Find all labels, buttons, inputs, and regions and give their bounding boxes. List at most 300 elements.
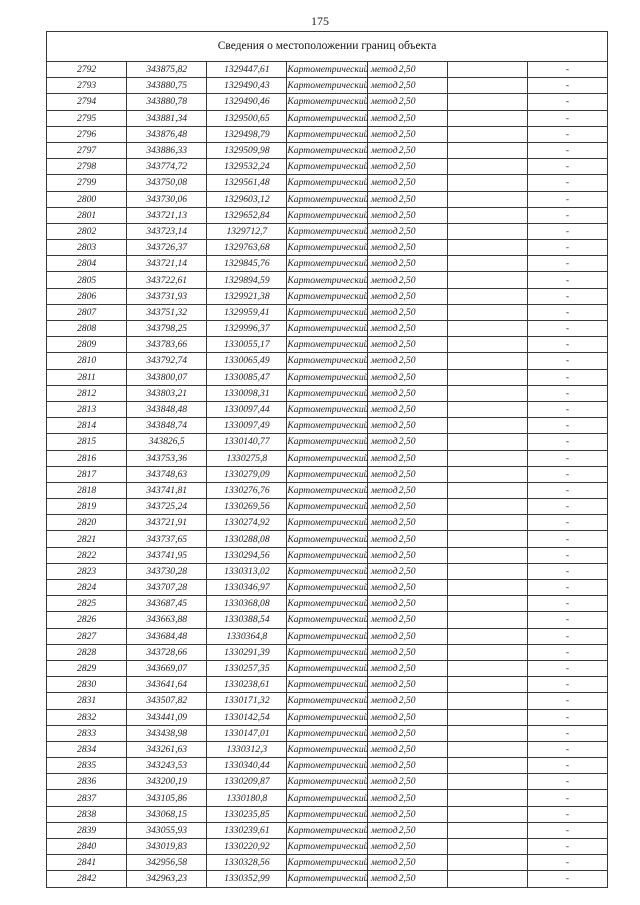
table-row — [47, 531, 608, 547]
x-coordinate-cell: 343731,93 — [127, 288, 207, 304]
table-title: Сведения о местоположении границ объекта — [47, 32, 608, 62]
method-cell: Картометрический метод — [287, 580, 367, 596]
x-coordinate-cell: 343728,66 — [127, 644, 207, 660]
y-coordinate-cell: 1330352,99 — [207, 871, 287, 887]
x-coordinate-cell: 343886,33 — [127, 142, 207, 158]
blank-cell — [447, 223, 527, 239]
accuracy-cell: 2,50 — [367, 855, 447, 871]
blank-cell — [447, 628, 527, 644]
table-row — [47, 563, 608, 579]
blank-cell — [447, 515, 527, 531]
description-cell: - — [527, 175, 607, 191]
table-row — [47, 450, 608, 466]
accuracy-cell: 2,50 — [367, 482, 447, 498]
x-coordinate-cell: 343741,81 — [127, 482, 207, 498]
y-coordinate-cell: 1329498,79 — [207, 126, 287, 142]
description-cell: - — [527, 240, 607, 256]
table-row — [47, 741, 608, 757]
description-cell: - — [527, 369, 607, 385]
table-row — [47, 321, 608, 337]
method-cell: Картометрический метод — [287, 256, 367, 272]
x-coordinate-cell: 343826,5 — [127, 434, 207, 450]
blank-cell — [447, 418, 527, 434]
description-cell: - — [527, 159, 607, 175]
blank-cell — [447, 677, 527, 693]
blank-cell — [447, 62, 527, 78]
description-cell: - — [527, 110, 607, 126]
y-coordinate-cell: 1329845,76 — [207, 256, 287, 272]
method-cell: Картометрический метод — [287, 563, 367, 579]
method-cell: Картометрический метод — [287, 94, 367, 110]
point-number-cell: 2805 — [47, 272, 127, 288]
point-number-cell: 2810 — [47, 353, 127, 369]
blank-cell — [447, 126, 527, 142]
accuracy-cell: 2,50 — [367, 466, 447, 482]
x-coordinate-cell: 343730,28 — [127, 563, 207, 579]
point-number-cell: 2831 — [47, 693, 127, 709]
x-coordinate-cell: 343774,72 — [127, 159, 207, 175]
x-coordinate-cell: 343751,32 — [127, 304, 207, 320]
point-number-cell: 2839 — [47, 822, 127, 838]
accuracy-cell: 2,50 — [367, 256, 447, 272]
accuracy-cell: 2,50 — [367, 677, 447, 693]
method-cell: Картометрический метод — [287, 482, 367, 498]
table-row — [47, 758, 608, 774]
method-cell: Картометрический метод — [287, 240, 367, 256]
blank-cell — [447, 110, 527, 126]
table-row — [47, 790, 608, 806]
x-coordinate-cell: 343880,75 — [127, 78, 207, 94]
accuracy-cell: 2,50 — [367, 563, 447, 579]
point-number-cell: 2797 — [47, 142, 127, 158]
x-coordinate-cell: 343507,82 — [127, 693, 207, 709]
table-row — [47, 369, 608, 385]
table-row — [47, 304, 608, 320]
y-coordinate-cell: 1330239,61 — [207, 822, 287, 838]
x-coordinate-cell: 343726,37 — [127, 240, 207, 256]
x-coordinate-cell: 343783,66 — [127, 337, 207, 353]
y-coordinate-cell: 1330097,44 — [207, 401, 287, 417]
method-cell: Картометрический метод — [287, 758, 367, 774]
point-number-cell: 2806 — [47, 288, 127, 304]
y-coordinate-cell: 1330097,49 — [207, 418, 287, 434]
table-row — [47, 240, 608, 256]
method-cell: Картометрический метод — [287, 126, 367, 142]
y-coordinate-cell: 1330279,09 — [207, 466, 287, 482]
point-number-cell: 2833 — [47, 725, 127, 741]
x-coordinate-cell: 343721,91 — [127, 515, 207, 531]
accuracy-cell: 2,50 — [367, 353, 447, 369]
table-row — [47, 677, 608, 693]
point-number-cell: 2823 — [47, 563, 127, 579]
blank-cell — [447, 580, 527, 596]
point-number-cell: 2821 — [47, 531, 127, 547]
accuracy-cell: 2,50 — [367, 660, 447, 676]
blank-cell — [447, 207, 527, 223]
description-cell: - — [527, 741, 607, 757]
blank-cell — [447, 839, 527, 855]
y-coordinate-cell: 1330180,8 — [207, 790, 287, 806]
accuracy-cell: 2,50 — [367, 790, 447, 806]
table-row — [47, 709, 608, 725]
accuracy-cell: 2,50 — [367, 288, 447, 304]
y-coordinate-cell: 1330340,44 — [207, 758, 287, 774]
accuracy-cell: 2,50 — [367, 580, 447, 596]
x-coordinate-cell: 343803,21 — [127, 385, 207, 401]
blank-cell — [447, 288, 527, 304]
description-cell: - — [527, 628, 607, 644]
accuracy-cell: 2,50 — [367, 385, 447, 401]
x-coordinate-cell: 343798,25 — [127, 321, 207, 337]
y-coordinate-cell: 1329447,61 — [207, 62, 287, 78]
point-number-cell: 2838 — [47, 806, 127, 822]
x-coordinate-cell: 343669,07 — [127, 660, 207, 676]
table-row — [47, 482, 608, 498]
point-number-cell: 2827 — [47, 628, 127, 644]
table-row — [47, 774, 608, 790]
method-cell: Картометрический метод — [287, 628, 367, 644]
method-cell: Картометрический метод — [287, 369, 367, 385]
blank-cell — [447, 531, 527, 547]
description-cell: - — [527, 644, 607, 660]
point-number-cell: 2825 — [47, 596, 127, 612]
x-coordinate-cell: 343881,34 — [127, 110, 207, 126]
point-number-cell: 2835 — [47, 758, 127, 774]
accuracy-cell: 2,50 — [367, 159, 447, 175]
x-coordinate-cell: 343875,82 — [127, 62, 207, 78]
accuracy-cell: 2,50 — [367, 175, 447, 191]
description-cell: - — [527, 580, 607, 596]
table-row — [47, 499, 608, 515]
y-coordinate-cell: 1330098,31 — [207, 385, 287, 401]
description-cell: - — [527, 321, 607, 337]
table-row — [47, 822, 608, 838]
point-number-cell: 2818 — [47, 482, 127, 498]
table-row — [47, 142, 608, 158]
table-row — [47, 191, 608, 207]
method-cell: Картометрический метод — [287, 644, 367, 660]
y-coordinate-cell: 1329532,24 — [207, 159, 287, 175]
x-coordinate-cell: 343441,09 — [127, 709, 207, 725]
accuracy-cell: 2,50 — [367, 191, 447, 207]
blank-cell — [447, 482, 527, 498]
y-coordinate-cell: 1330065,49 — [207, 353, 287, 369]
blank-cell — [447, 693, 527, 709]
description-cell: - — [527, 839, 607, 855]
accuracy-cell: 2,50 — [367, 758, 447, 774]
point-number-cell: 2808 — [47, 321, 127, 337]
y-coordinate-cell: 1330085,47 — [207, 369, 287, 385]
table-row — [47, 466, 608, 482]
description-cell: - — [527, 774, 607, 790]
point-number-cell: 2794 — [47, 94, 127, 110]
blank-cell — [447, 596, 527, 612]
blank-cell — [447, 304, 527, 320]
method-cell: Картометрический метод — [287, 450, 367, 466]
description-cell: - — [527, 482, 607, 498]
accuracy-cell: 2,50 — [367, 531, 447, 547]
x-coordinate-cell: 343707,28 — [127, 580, 207, 596]
y-coordinate-cell: 1330220,92 — [207, 839, 287, 855]
y-coordinate-cell: 1329490,43 — [207, 78, 287, 94]
accuracy-cell: 2,50 — [367, 240, 447, 256]
y-coordinate-cell: 1330274,92 — [207, 515, 287, 531]
point-number-cell: 2832 — [47, 709, 127, 725]
x-coordinate-cell: 343800,07 — [127, 369, 207, 385]
boundary-table — [46, 31, 608, 888]
method-cell: Картометрический метод — [287, 871, 367, 887]
y-coordinate-cell: 1329763,68 — [207, 240, 287, 256]
x-coordinate-cell: 342963,23 — [127, 871, 207, 887]
table-row — [47, 223, 608, 239]
table-row — [47, 806, 608, 822]
description-cell: - — [527, 531, 607, 547]
blank-cell — [447, 612, 527, 628]
x-coordinate-cell: 343737,65 — [127, 531, 207, 547]
point-number-cell: 2828 — [47, 644, 127, 660]
method-cell: Картометрический метод — [287, 596, 367, 612]
y-coordinate-cell: 1330235,85 — [207, 806, 287, 822]
description-cell: - — [527, 499, 607, 515]
y-coordinate-cell: 1330364,8 — [207, 628, 287, 644]
table-row — [47, 515, 608, 531]
method-cell: Картометрический метод — [287, 547, 367, 563]
point-number-cell: 2792 — [47, 62, 127, 78]
blank-cell — [447, 855, 527, 871]
description-cell: - — [527, 353, 607, 369]
y-coordinate-cell: 1330269,56 — [207, 499, 287, 515]
description-cell: - — [527, 660, 607, 676]
method-cell: Картометрический метод — [287, 223, 367, 239]
y-coordinate-cell: 1329490,46 — [207, 94, 287, 110]
method-cell: Картометрический метод — [287, 78, 367, 94]
x-coordinate-cell: 343721,13 — [127, 207, 207, 223]
method-cell: Картометрический метод — [287, 207, 367, 223]
point-number-cell: 2802 — [47, 223, 127, 239]
blank-cell — [447, 385, 527, 401]
accuracy-cell: 2,50 — [367, 272, 447, 288]
blank-cell — [447, 94, 527, 110]
description-cell: - — [527, 434, 607, 450]
blank-cell — [447, 159, 527, 175]
point-number-cell: 2799 — [47, 175, 127, 191]
method-cell: Картометрический метод — [287, 110, 367, 126]
table-row — [47, 175, 608, 191]
point-number-cell: 2815 — [47, 434, 127, 450]
table-row — [47, 207, 608, 223]
accuracy-cell: 2,50 — [367, 450, 447, 466]
point-number-cell: 2796 — [47, 126, 127, 142]
point-number-cell: 2822 — [47, 547, 127, 563]
accuracy-cell: 2,50 — [367, 434, 447, 450]
y-coordinate-cell: 1329894,59 — [207, 272, 287, 288]
method-cell: Картометрический метод — [287, 385, 367, 401]
table-row — [47, 385, 608, 401]
method-cell: Картометрический метод — [287, 709, 367, 725]
description-cell: - — [527, 272, 607, 288]
accuracy-cell: 2,50 — [367, 839, 447, 855]
x-coordinate-cell: 343243,53 — [127, 758, 207, 774]
method-cell: Картометрический метод — [287, 693, 367, 709]
blank-cell — [447, 806, 527, 822]
table-row — [47, 401, 608, 417]
x-coordinate-cell: 343725,24 — [127, 499, 207, 515]
method-cell: Картометрический метод — [287, 855, 367, 871]
y-coordinate-cell: 1329652,84 — [207, 207, 287, 223]
blank-cell — [447, 434, 527, 450]
x-coordinate-cell: 343687,45 — [127, 596, 207, 612]
point-number-cell: 2813 — [47, 401, 127, 417]
method-cell: Картометрический метод — [287, 191, 367, 207]
y-coordinate-cell: 1330346,97 — [207, 580, 287, 596]
y-coordinate-cell: 1329959,41 — [207, 304, 287, 320]
y-coordinate-cell: 1330294,56 — [207, 547, 287, 563]
table-row — [47, 256, 608, 272]
point-number-cell: 2803 — [47, 240, 127, 256]
table-row — [47, 288, 608, 304]
point-number-cell: 2837 — [47, 790, 127, 806]
x-coordinate-cell: 343876,48 — [127, 126, 207, 142]
table-row — [47, 353, 608, 369]
point-number-cell: 2820 — [47, 515, 127, 531]
blank-cell — [447, 450, 527, 466]
table-row — [47, 272, 608, 288]
table-row — [47, 660, 608, 676]
blank-cell — [447, 142, 527, 158]
x-coordinate-cell: 343105,86 — [127, 790, 207, 806]
method-cell: Картометрический метод — [287, 806, 367, 822]
blank-cell — [447, 774, 527, 790]
point-number-cell: 2807 — [47, 304, 127, 320]
y-coordinate-cell: 1329712,7 — [207, 223, 287, 239]
method-cell: Картометрический метод — [287, 434, 367, 450]
x-coordinate-cell: 343741,95 — [127, 547, 207, 563]
y-coordinate-cell: 1330140,77 — [207, 434, 287, 450]
table-title-row — [47, 32, 608, 62]
point-number-cell: 2809 — [47, 337, 127, 353]
point-number-cell: 2793 — [47, 78, 127, 94]
method-cell: Картометрический метод — [287, 515, 367, 531]
table-row — [47, 126, 608, 142]
point-number-cell: 2830 — [47, 677, 127, 693]
y-coordinate-cell: 1330368,08 — [207, 596, 287, 612]
blank-cell — [447, 547, 527, 563]
method-cell: Картометрический метод — [287, 822, 367, 838]
accuracy-cell: 2,50 — [367, 774, 447, 790]
blank-cell — [447, 790, 527, 806]
description-cell: - — [527, 62, 607, 78]
blank-cell — [447, 644, 527, 660]
table-row — [47, 839, 608, 855]
point-number-cell: 2834 — [47, 741, 127, 757]
description-cell: - — [527, 142, 607, 158]
method-cell: Картометрический метод — [287, 62, 367, 78]
description-cell: - — [527, 401, 607, 417]
x-coordinate-cell: 343792,74 — [127, 353, 207, 369]
blank-cell — [447, 78, 527, 94]
description-cell: - — [527, 709, 607, 725]
method-cell: Картометрический метод — [287, 321, 367, 337]
y-coordinate-cell: 1330147,01 — [207, 725, 287, 741]
page-number: 175 — [311, 14, 329, 28]
point-number-cell: 2841 — [47, 855, 127, 871]
point-number-cell: 2800 — [47, 191, 127, 207]
point-number-cell: 2812 — [47, 385, 127, 401]
x-coordinate-cell: 343848,74 — [127, 418, 207, 434]
method-cell: Картометрический метод — [287, 466, 367, 482]
x-coordinate-cell: 343684,48 — [127, 628, 207, 644]
method-cell: Картометрический метод — [287, 660, 367, 676]
method-cell: Картометрический метод — [287, 774, 367, 790]
table-row — [47, 62, 608, 78]
y-coordinate-cell: 1330171,32 — [207, 693, 287, 709]
description-cell: - — [527, 256, 607, 272]
x-coordinate-cell: 343848,48 — [127, 401, 207, 417]
method-cell: Картометрический метод — [287, 531, 367, 547]
y-coordinate-cell: 1329509,98 — [207, 142, 287, 158]
point-number-cell: 2824 — [47, 580, 127, 596]
accuracy-cell: 2,50 — [367, 223, 447, 239]
accuracy-cell: 2,50 — [367, 110, 447, 126]
accuracy-cell: 2,50 — [367, 418, 447, 434]
blank-cell — [447, 337, 527, 353]
description-cell: - — [527, 288, 607, 304]
y-coordinate-cell: 1329603,12 — [207, 191, 287, 207]
point-number-cell: 2811 — [47, 369, 127, 385]
x-coordinate-cell: 343753,36 — [127, 450, 207, 466]
method-cell: Картометрический метод — [287, 175, 367, 191]
description-cell: - — [527, 126, 607, 142]
point-number-cell: 2814 — [47, 418, 127, 434]
x-coordinate-cell: 342956,58 — [127, 855, 207, 871]
method-cell: Картометрический метод — [287, 612, 367, 628]
x-coordinate-cell: 343750,08 — [127, 175, 207, 191]
description-cell: - — [527, 855, 607, 871]
y-coordinate-cell: 1330142,54 — [207, 709, 287, 725]
method-cell: Картометрический метод — [287, 142, 367, 158]
description-cell: - — [527, 418, 607, 434]
description-cell: - — [527, 693, 607, 709]
accuracy-cell: 2,50 — [367, 596, 447, 612]
x-coordinate-cell: 343068,15 — [127, 806, 207, 822]
blank-cell — [447, 191, 527, 207]
description-cell: - — [527, 207, 607, 223]
method-cell: Картометрический метод — [287, 353, 367, 369]
method-cell: Картометрический метод — [287, 337, 367, 353]
point-number-cell: 2816 — [47, 450, 127, 466]
blank-cell — [447, 758, 527, 774]
x-coordinate-cell: 343722,61 — [127, 272, 207, 288]
y-coordinate-cell: 1330312,3 — [207, 741, 287, 757]
point-number-cell: 2819 — [47, 499, 127, 515]
table-row — [47, 612, 608, 628]
accuracy-cell: 2,50 — [367, 337, 447, 353]
y-coordinate-cell: 1330288,08 — [207, 531, 287, 547]
description-cell: - — [527, 758, 607, 774]
point-number-cell: 2795 — [47, 110, 127, 126]
x-coordinate-cell: 343721,14 — [127, 256, 207, 272]
blank-cell — [447, 660, 527, 676]
description-cell: - — [527, 563, 607, 579]
x-coordinate-cell: 343055,93 — [127, 822, 207, 838]
x-coordinate-cell: 343641,64 — [127, 677, 207, 693]
x-coordinate-cell: 343748,63 — [127, 466, 207, 482]
blank-cell — [447, 725, 527, 741]
y-coordinate-cell: 1330291,39 — [207, 644, 287, 660]
x-coordinate-cell: 343019,83 — [127, 839, 207, 855]
accuracy-cell: 2,50 — [367, 401, 447, 417]
blank-cell — [447, 499, 527, 515]
